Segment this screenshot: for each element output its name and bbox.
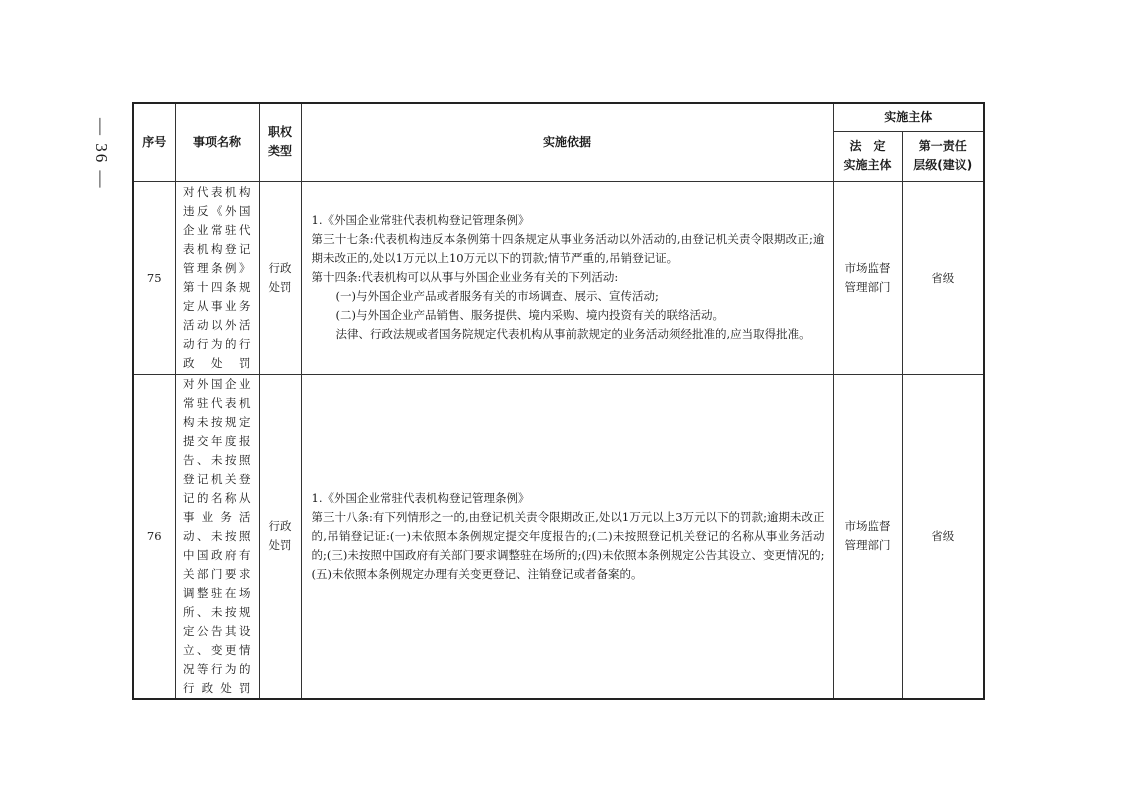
enforcement-table — [132, 102, 985, 700]
row-level: 省级 — [902, 181, 984, 374]
header-subject: 实施主体 — [833, 103, 984, 131]
table-row — [133, 374, 984, 699]
row-basis: 1.《外国企业常驻代表机构登记管理条例》 第三十八条:有下列情形之一的,由登记机关责令限期改正,处以1万元以上3万元以下的罚款;逾期未改正的,吊销登记证:(一)未依照本条例规定提交年度报告的;(二)未按照登记机关登记的名称从事业务活动的;(三)未按照中国政府有关部门要求调整驻在场所的;(四)未依照本条例规定公告其设立、变更情况的;(五)未依照本条例规定办理有关变更登记、注销登记或者备案的。 — [301, 374, 833, 699]
row-item-name: 对代表机构违反《外国企业常驻代表机构登记管理条例》第十四条规定从事业务活动以外活动行为的行政处罚 — [175, 181, 259, 374]
row-seq: 75 — [133, 181, 175, 374]
row-org: 市场监督 管理部门 — [833, 181, 902, 374]
table-row — [133, 181, 984, 374]
header-name: 事项名称 — [175, 103, 259, 181]
row-item-name: 对外国企业常驻代表机构未按规定提交年度报告、未按照登记机关登记的名称从事业务活动、未按照中国政府有关部门要求调整驻在场所、未按规定公告其设立、变更情况等行为的行政处罚 — [175, 374, 259, 699]
page-number: — 36 — — [92, 118, 111, 190]
row-basis: 1.《外国企业常驻代表机构登记管理条例》 第三十七条:代表机构违反本条例第十四条规定从事业务活动以外活动的,由登记机关责令限期改正;逾期未改正的,处以1万元以上10万元以下的罚款;情节严重的,吊销登记证。 第十四条:代表机构可以从事与外国企业业务有关的下列活动: (一)与外国企业产品或者服务有关的市场调查、展示、宣传活动; (二)与外国企业产品销售、服务提供、境内采购、境内投资有关的联络活动。 法律、行政法规或者国务院规定代表机构从事前款规定的业务活动须经批准的,应当取得批准。 — [301, 181, 833, 374]
header-basis: 实施依据 — [301, 103, 833, 181]
header-type: 职权类型 — [259, 103, 301, 181]
row-seq: 76 — [133, 374, 175, 699]
header-legal-subject: 法 定 实施主体 — [833, 131, 902, 181]
header-seq: 序号 — [133, 103, 175, 181]
row-type: 行政处罚 — [259, 374, 301, 699]
row-type: 行政处罚 — [259, 181, 301, 374]
header-level: 第一责任 层级(建议) — [902, 131, 984, 181]
row-level: 省级 — [902, 374, 984, 699]
row-org: 市场监督 管理部门 — [833, 374, 902, 699]
